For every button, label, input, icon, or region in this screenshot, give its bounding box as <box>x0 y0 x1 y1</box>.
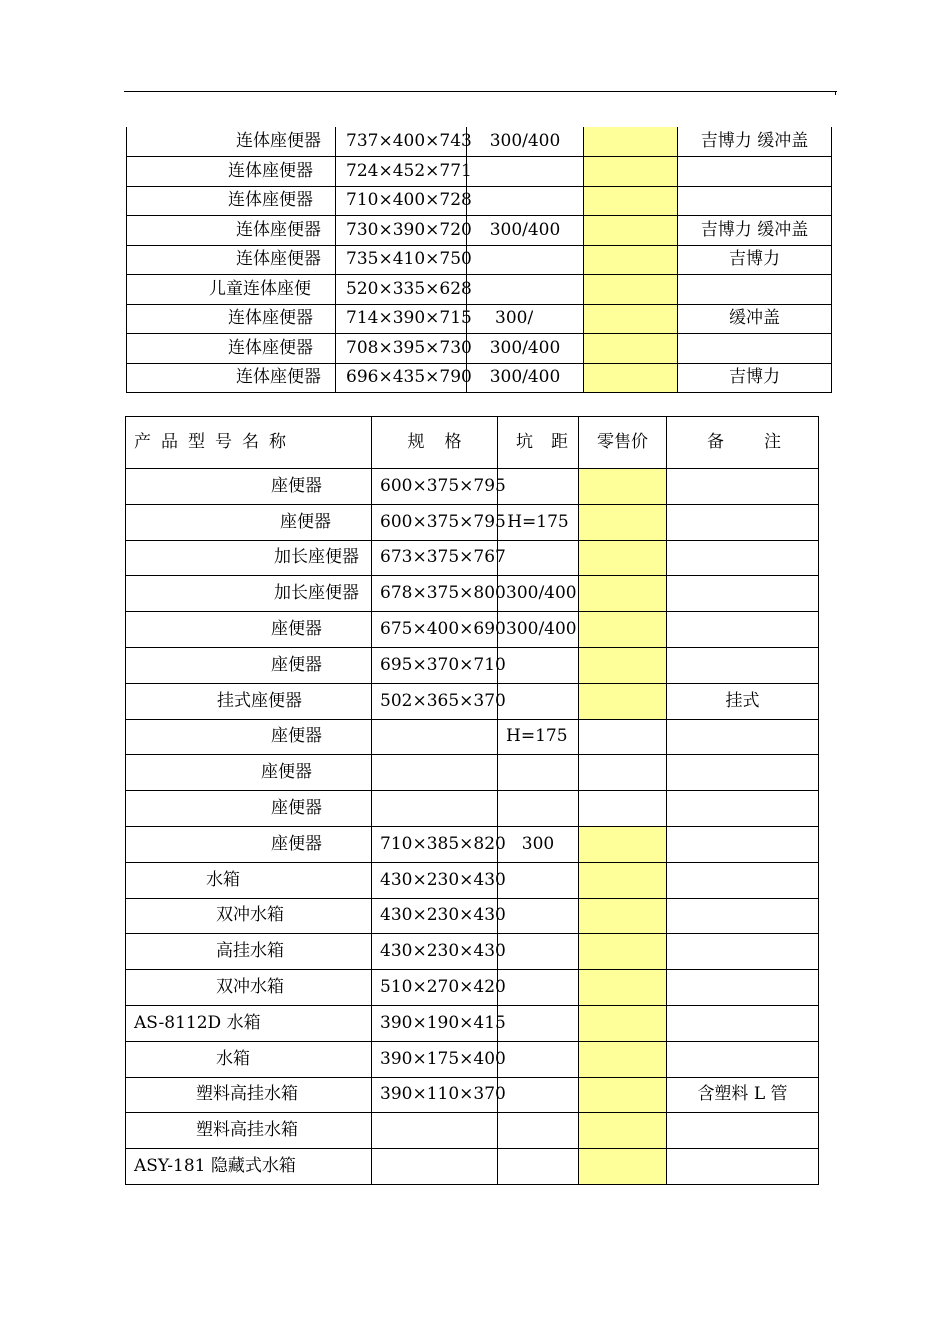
table-row <box>126 612 819 648</box>
table-row <box>126 719 819 755</box>
table-header-row <box>126 417 819 469</box>
spec-cell: 390×175×400 <box>372 1041 498 1077</box>
retail-price-cell <box>579 504 667 540</box>
note-cell <box>667 469 819 505</box>
spec-cell: 714×390×715 <box>336 304 467 334</box>
table-row <box>126 934 819 970</box>
pit-distance-cell <box>498 755 579 791</box>
product-name-cell: 座便器 <box>126 469 372 505</box>
pit-distance-cell: 300/400 <box>467 363 584 393</box>
pit-distance-cell <box>498 1005 579 1041</box>
spec-cell: 678×375×800 <box>372 576 498 612</box>
spec-cell: 708×395×730 <box>336 334 467 364</box>
product-name-cell: 高挂水箱 <box>126 934 372 970</box>
pit-distance-cell <box>498 970 579 1006</box>
retail-price-cell <box>579 970 667 1006</box>
spec-cell: 737×400×743 <box>336 127 467 157</box>
table-row <box>126 862 819 898</box>
note-cell <box>667 1149 819 1185</box>
retail-price-cell <box>584 334 678 364</box>
pit-distance-cell <box>498 1041 579 1077</box>
pit-distance-cell <box>498 898 579 934</box>
page-header-rule-tick <box>835 91 836 95</box>
spec-cell: 430×230×430 <box>372 862 498 898</box>
spec-cell: 675×400×690 <box>372 612 498 648</box>
table-row <box>126 898 819 934</box>
spec-cell: 600×375×795 <box>372 469 498 505</box>
retail-price-cell <box>579 791 667 827</box>
table-row <box>126 576 819 612</box>
table-row <box>126 504 819 540</box>
retail-price-cell <box>579 862 667 898</box>
spec-cell: 710×385×820 <box>372 826 498 862</box>
product-name-cell: 座便器 <box>126 504 372 540</box>
page-header-rule <box>124 91 837 92</box>
product-name-cell: 连体座便器 <box>127 304 336 334</box>
product-name-cell: 连体座便器 <box>127 216 336 246</box>
retail-price-cell <box>584 275 678 305</box>
table-row <box>127 157 832 187</box>
table-row <box>127 186 832 216</box>
note-cell <box>667 719 819 755</box>
note-cell <box>667 647 819 683</box>
pit-distance-cell: H=175 <box>498 504 579 540</box>
pit-distance-cell <box>467 186 584 216</box>
product-name-cell: 连体座便器 <box>127 363 336 393</box>
table-row <box>126 1149 819 1185</box>
table-row <box>126 755 819 791</box>
table-row <box>126 683 819 719</box>
toilet-cistern-price-table <box>125 416 819 1185</box>
table-row <box>126 1113 819 1149</box>
product-name-cell: 连体座便器 <box>127 127 336 157</box>
spec-cell: 695×370×710 <box>372 647 498 683</box>
product-name-cell: 连体座便器 <box>127 245 336 275</box>
product-name-cell: 座便器 <box>126 647 372 683</box>
note-cell <box>667 1005 819 1041</box>
pit-distance-cell: 300/400 <box>467 334 584 364</box>
table-row <box>127 304 832 334</box>
table-row <box>126 647 819 683</box>
table-row <box>127 275 832 305</box>
retail-price-cell <box>584 245 678 275</box>
retail-price-cell <box>579 719 667 755</box>
product-name-cell: 座便器 <box>126 612 372 648</box>
retail-price-cell <box>579 647 667 683</box>
spec-cell: 724×452×771 <box>336 157 467 187</box>
spec-cell: 390×110×370 <box>372 1077 498 1113</box>
product-name-cell: 座便器 <box>126 755 372 791</box>
spec-cell: 730×390×720 <box>336 216 467 246</box>
pit-distance-cell: 300/400 <box>467 127 584 157</box>
note-cell: 吉博力 <box>678 363 832 393</box>
retail-price-cell <box>579 1077 667 1113</box>
product-name-cell: 双冲水箱 <box>126 898 372 934</box>
note-cell <box>667 898 819 934</box>
note-cell <box>678 334 832 364</box>
product-name-cell: 双冲水箱 <box>126 970 372 1006</box>
spec-cell: 735×410×750 <box>336 245 467 275</box>
pit-distance-cell <box>467 275 584 305</box>
product-name-cell: 连体座便器 <box>127 334 336 364</box>
pit-distance-cell <box>498 1113 579 1149</box>
note-cell <box>667 612 819 648</box>
note-cell <box>678 157 832 187</box>
spec-cell <box>372 791 498 827</box>
note-cell <box>667 862 819 898</box>
product-name-cell: 儿童连体座便 <box>127 275 336 305</box>
note-cell: 吉博力 缓冲盖 <box>678 216 832 246</box>
header-note: 备注 <box>667 417 819 469</box>
table-row <box>126 1041 819 1077</box>
table-row <box>126 826 819 862</box>
header-product-name: 产品型号名称 <box>126 417 372 469</box>
retail-price-cell <box>579 683 667 719</box>
spec-cell: 430×230×430 <box>372 934 498 970</box>
note-cell: 吉博力 <box>678 245 832 275</box>
spec-cell: 390×190×415 <box>372 1005 498 1041</box>
pit-distance-cell: 300/400 <box>498 612 579 648</box>
note-cell: 含塑料 L 管 <box>667 1077 819 1113</box>
product-name-cell: 座便器 <box>126 826 372 862</box>
product-name-cell: 塑料高挂水箱 <box>126 1113 372 1149</box>
retail-price-cell <box>579 1113 667 1149</box>
pit-distance-cell <box>498 647 579 683</box>
spec-cell: 430×230×430 <box>372 898 498 934</box>
toilet-price-table-continued <box>126 127 832 393</box>
header-retail-price: 零售价 <box>579 417 667 469</box>
table-row <box>126 970 819 1006</box>
pit-distance-cell <box>467 157 584 187</box>
spec-cell <box>372 719 498 755</box>
pit-distance-cell: H=175 <box>498 719 579 755</box>
note-cell <box>667 1113 819 1149</box>
retail-price-cell <box>579 469 667 505</box>
retail-price-cell <box>584 216 678 246</box>
header-pit-distance: 坑距 <box>498 417 579 469</box>
product-name-cell: 座便器 <box>126 791 372 827</box>
retail-price-cell <box>579 1041 667 1077</box>
table-row <box>127 334 832 364</box>
spec-cell: 696×435×790 <box>336 363 467 393</box>
product-name-cell: 塑料高挂水箱 <box>126 1077 372 1113</box>
product-name-cell: 连体座便器 <box>127 186 336 216</box>
pit-distance-cell <box>498 1149 579 1185</box>
spec-cell <box>372 1113 498 1149</box>
spec-cell: 502×365×370 <box>372 683 498 719</box>
pit-distance-cell: 300 <box>498 826 579 862</box>
product-name-cell: 加长座便器 <box>126 576 372 612</box>
note-cell <box>667 540 819 576</box>
retail-price-cell <box>579 826 667 862</box>
retail-price-cell <box>579 576 667 612</box>
spec-cell: 710×400×728 <box>336 186 467 216</box>
pit-distance-cell <box>498 862 579 898</box>
table-row <box>126 1077 819 1113</box>
product-name-cell: 连体座便器 <box>127 157 336 187</box>
retail-price-cell <box>584 186 678 216</box>
spec-cell: 520×335×628 <box>336 275 467 305</box>
table-row <box>127 363 832 393</box>
product-name-cell: 水箱 <box>126 862 372 898</box>
note-cell: 吉博力 缓冲盖 <box>678 127 832 157</box>
table-row <box>127 245 832 275</box>
product-name-cell: AS-8112D 水箱 <box>126 1005 372 1041</box>
header-spec: 规格 <box>372 417 498 469</box>
retail-price-cell <box>579 755 667 791</box>
pit-distance-cell <box>498 791 579 827</box>
table-row <box>126 791 819 827</box>
table-row <box>127 216 832 246</box>
note-cell <box>667 934 819 970</box>
table-row <box>127 127 832 157</box>
spec-cell <box>372 755 498 791</box>
note-cell <box>667 504 819 540</box>
retail-price-cell <box>579 540 667 576</box>
note-cell: 缓冲盖 <box>678 304 832 334</box>
product-name-cell: 加长座便器 <box>126 540 372 576</box>
pit-distance-cell <box>498 683 579 719</box>
retail-price-cell <box>584 363 678 393</box>
note-cell <box>667 755 819 791</box>
table-row <box>126 540 819 576</box>
spec-cell <box>372 1149 498 1185</box>
product-name-cell: 挂式座便器 <box>126 683 372 719</box>
retail-price-cell <box>579 898 667 934</box>
retail-price-cell <box>579 612 667 648</box>
spec-cell: 600×375×795 <box>372 504 498 540</box>
note-cell <box>667 970 819 1006</box>
retail-price-cell <box>579 1005 667 1041</box>
retail-price-cell <box>584 304 678 334</box>
pit-distance-cell <box>498 540 579 576</box>
retail-price-cell <box>584 157 678 187</box>
table-row <box>126 469 819 505</box>
pit-distance-cell: 300/ <box>467 304 584 334</box>
product-name-cell: 座便器 <box>126 719 372 755</box>
note-cell <box>667 826 819 862</box>
pit-distance-cell <box>498 1077 579 1113</box>
spec-cell: 510×270×420 <box>372 970 498 1006</box>
retail-price-cell <box>579 934 667 970</box>
retail-price-cell <box>579 1149 667 1185</box>
note-cell <box>678 186 832 216</box>
note-cell <box>667 576 819 612</box>
pit-distance-cell: 300/400 <box>467 216 584 246</box>
note-cell <box>667 791 819 827</box>
product-name-cell: 水箱 <box>126 1041 372 1077</box>
spec-cell: 673×375×767 <box>372 540 498 576</box>
note-cell <box>678 275 832 305</box>
pit-distance-cell: 300/400 <box>498 576 579 612</box>
pit-distance-cell <box>498 469 579 505</box>
pit-distance-cell <box>467 245 584 275</box>
note-cell: 挂式 <box>667 683 819 719</box>
product-name-cell: ASY-181 隐藏式水箱 <box>126 1149 372 1185</box>
retail-price-cell <box>584 127 678 157</box>
note-cell <box>667 1041 819 1077</box>
table-row <box>126 1005 819 1041</box>
pit-distance-cell <box>498 934 579 970</box>
